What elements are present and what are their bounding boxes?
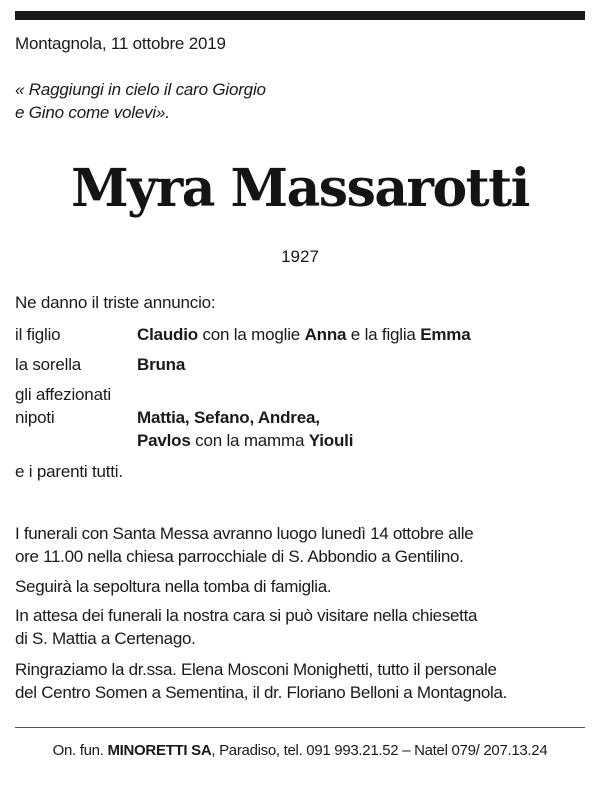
memorial-quote xyxy=(15,78,266,124)
relative-text: con la mamma xyxy=(190,431,309,450)
paragraph-line: Seguirà la sepoltura nella tomba di famiglia. xyxy=(15,577,332,596)
relative-line xyxy=(137,406,353,429)
announcement-closing: e i parenti tutti. xyxy=(15,462,123,481)
paragraph-line: di S. Mattia a Certenago. xyxy=(15,629,196,648)
funeral-home-footer xyxy=(0,742,600,759)
visitation-paragraph xyxy=(15,604,590,650)
thanks-paragraph xyxy=(15,658,590,704)
birth-year: 1927 xyxy=(281,247,319,266)
deceased-name: Myra Massarotti xyxy=(71,158,529,219)
paragraph-line: I funerali con Santa Messa avranno luogo lunedì 14 ottobre alle xyxy=(15,524,474,543)
paragraph-line: del Centro Somen a Sementina, il dr. Floriano Belloni a Montagnola. xyxy=(15,683,508,702)
relative-name: Anna xyxy=(304,325,347,344)
relative-label-line: nipoti xyxy=(15,408,55,427)
paragraph-line: In attesa dei funerali la nostra cara si può visitare nella chiesetta xyxy=(15,606,478,625)
funeral-info-paragraph xyxy=(15,522,590,568)
burial-paragraph xyxy=(15,575,590,598)
relative-label-son: il figlio xyxy=(15,325,61,344)
announcement-intro: Ne danno il triste annuncio: xyxy=(15,293,216,312)
relative-label-sister: la sorella xyxy=(15,355,82,374)
funeral-home-name: MINORETTI SA xyxy=(107,742,212,759)
quote-line: e Gino come volevi». xyxy=(15,103,170,122)
relative-name: Emma xyxy=(420,325,471,344)
footer-prefix: On. fun. xyxy=(52,742,108,759)
quote-line: « Raggiungi in cielo il caro Giorgio xyxy=(15,80,266,99)
relative-label-line: gli affezionati xyxy=(15,385,111,404)
relative-line xyxy=(137,429,353,452)
relative-name: Bruna xyxy=(137,355,186,374)
footer-contact: , Paradiso, tel. 091 993.21.52 – Natel 079/ 207.13.24 xyxy=(211,742,548,759)
relative-value-nephews xyxy=(137,406,353,452)
paragraph-line: Ringraziamo la dr.ssa. Elena Mosconi Monighetti, tutto il personale xyxy=(15,660,497,679)
relative-name: Yiouli xyxy=(308,431,354,450)
relative-name: Claudio xyxy=(137,325,198,344)
paragraph-line: ore 11.00 nella chiesa parrocchiale di S. Abbondio a Gentilino. xyxy=(15,547,464,566)
relative-text: e la figlia xyxy=(346,325,421,344)
top-divider xyxy=(15,11,585,20)
relative-label-nephews xyxy=(15,383,111,429)
relative-value-son xyxy=(137,323,470,346)
place-date: Montagnola, 11 ottobre 2019 xyxy=(15,34,226,53)
relative-value-sister xyxy=(137,353,185,376)
relative-name: Pavlos xyxy=(137,431,191,450)
bottom-divider xyxy=(15,727,585,728)
relative-name: Mattia, Sefano, Andrea, xyxy=(137,408,320,427)
relative-text: con la moglie xyxy=(197,325,305,344)
